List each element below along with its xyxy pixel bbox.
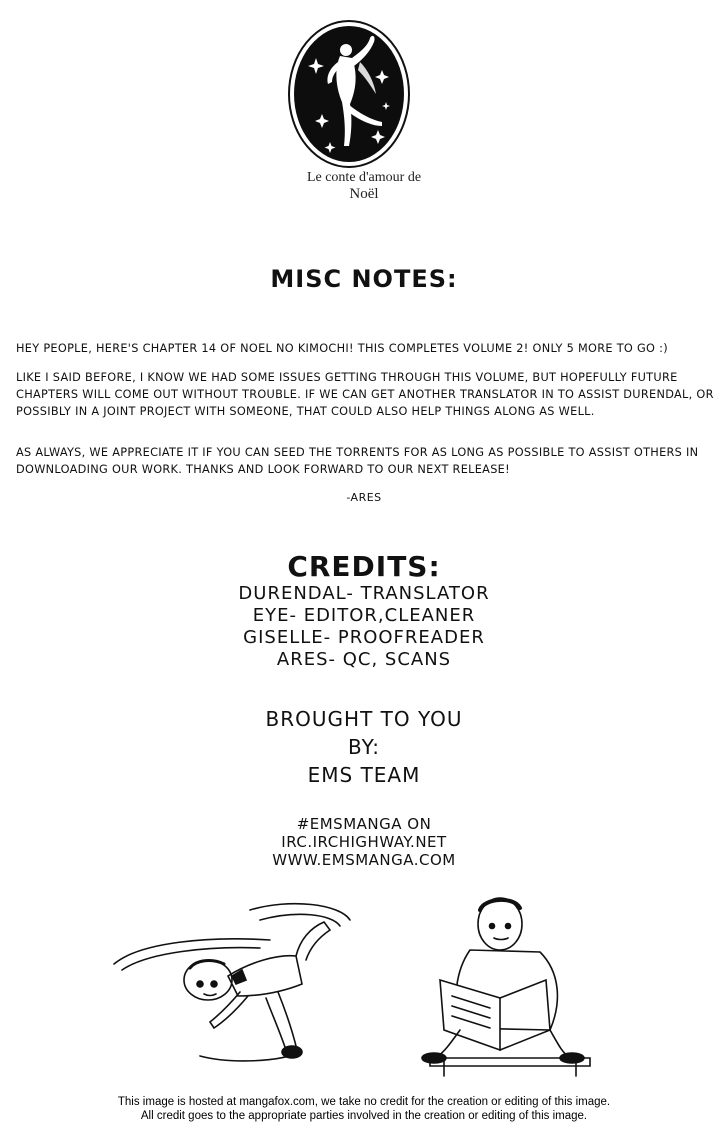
irc-channel: #EMSMANGA ON: [296, 815, 432, 833]
credits-title: CREDITS:: [287, 550, 441, 583]
website-url: WWW.EMSMANGA.COM: [272, 851, 456, 869]
irc-server: IRC.IRCHIGHWAY.NET: [281, 833, 447, 851]
notes-signature: -ARES: [346, 491, 382, 504]
credit-editor: EYE- EDITOR,CLEANER: [252, 605, 476, 626]
logo-caption-line2: Noël: [349, 186, 379, 202]
noel-logo: [286, 18, 412, 170]
logo-caption-line1: Le conte d'amour de: [306, 170, 422, 185]
notes-paragraph-2: LIKE I SAID BEFORE, I KNOW WE HAD SOME ISSUES GETTING THROUGH THIS VOLUME, BUT HOPEFULLY FUTURE CHAPTERS WILL COME OUT WITHOUT TROUBLE. IF WE CAN GET ANOTHER TRANSLATOR IN TO ASSIST DURENDAL, OR POSSIBLY IN A JOINT PROJECT WITH SOMEONE, THAT COULD ALSO HELP THINGS ALONG AS WELL.: [16, 371, 714, 418]
footer-credit-notice: All credit goes to the appropriate parties involved in the creation or editing of this image.: [140, 1110, 588, 1122]
footer-hosted-notice: This image is hosted at mangafox.com, we take no credit for the creation or editing of this image.: [117, 1096, 611, 1108]
skater-emblem-icon: [286, 18, 412, 170]
team-name: EMS TEAM: [307, 763, 421, 787]
credit-translator: DURENDAL- TRANSLATOR: [238, 583, 490, 604]
illustration: [100, 880, 640, 1080]
credit-proofreader: GISELLE- PROOFREADER: [243, 627, 485, 648]
misc-notes-title: MISC NOTES:: [270, 265, 458, 293]
brought-by-line: BY:: [348, 735, 380, 759]
credit-qc: ARES- QC, SCANS: [276, 649, 452, 670]
brought-to-you-line: BROUGHT TO YOU: [265, 707, 463, 731]
manga-characters-illustration: [100, 880, 640, 1080]
notes-paragraph-3: AS ALWAYS, WE APPRECIATE IT IF YOU CAN SEED THE TORRENTS FOR AS LONG AS POSSIBLE TO ASSIST OTHERS IN DOWNLOADING OUR WORK. THANKS AND LOOK FORWARD TO OUR NEXT RELEASE!: [16, 446, 699, 476]
notes-paragraph-1: HEY PEOPLE, HERE'S CHAPTER 14 OF NOEL NO KIMOCHI! THIS COMPLETES VOLUME 2! ONLY 5 MORE TO GO :): [16, 342, 668, 355]
